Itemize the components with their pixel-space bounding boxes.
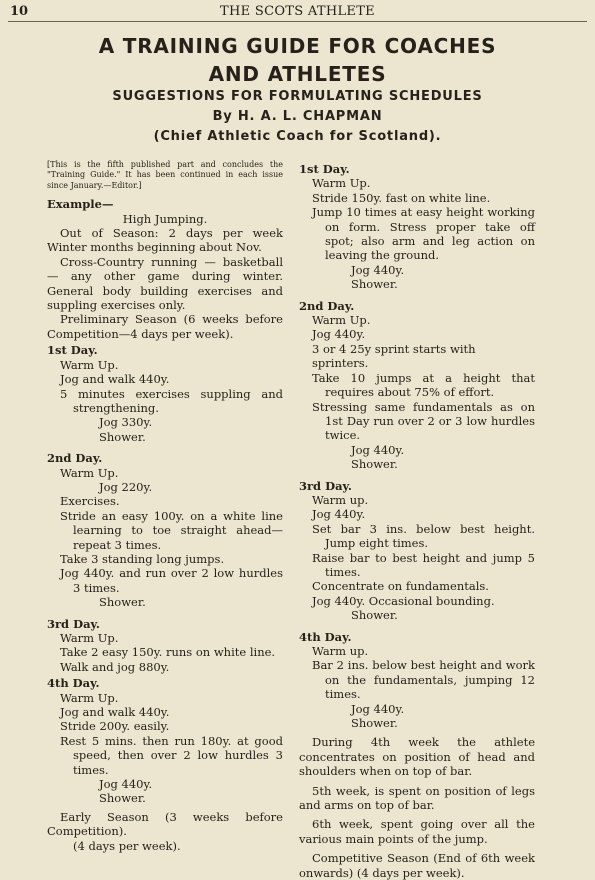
author-affiliation: (Chief Athletic Coach for Scotland). [153, 129, 442, 144]
schedule-line: Warm Up. [312, 176, 371, 191]
schedule-line: Jog 220y. [99, 479, 153, 494]
schedule-line: Shower. [99, 429, 146, 444]
schedule-line: Shower. [99, 791, 146, 806]
schedule-line: Stressing same fundamentals as on 1st Day run over 2 or 3 low hurdles twice. [312, 399, 535, 443]
out-of-season: Out of Season: 2 days per week Winter months beginning about Nov. [47, 226, 283, 255]
schedule-line: Warm Up. [60, 690, 119, 705]
schedule-line: Raise bar to best height and jump 5 times. [312, 550, 535, 579]
schedule-line: Take 2 easy 150y. runs on white line. [60, 645, 276, 660]
article-subtitle: SUGGESTIONS FOR FORMULATING SCHEDULES [112, 89, 483, 104]
day-heading: 3rd Day. [47, 616, 100, 631]
paragraph: During 4th week the athlete concentrates on position of head and shoulders when on top of bar. [299, 735, 535, 779]
schedule-line: Warm Up. [60, 357, 119, 372]
schedule-line: Jog and walk 440y. [60, 705, 170, 720]
preliminary-season: Preliminary Season (6 weeks before Competition—4 days per week). [47, 312, 283, 341]
schedule-line: Warm up. [312, 492, 369, 507]
schedule-line: Jog 440y. [312, 327, 366, 342]
schedule-line: Jog 440y. [351, 262, 405, 277]
article-title-line2: AND ATHLETES [208, 62, 387, 86]
schedule-line: Warm Up. [312, 313, 371, 328]
schedule-line: Warm Up. [60, 631, 119, 645]
schedule-line: Jog 440y. [99, 777, 153, 792]
schedule-line: 3 or 4 25y sprint starts with sprinters. [312, 341, 476, 371]
winter-activities: Cross-Country running — basketball — any other game during winter. General body building exercises and suppling exercises only. [47, 254, 283, 313]
schedule-line: Walk and jog 880y. [60, 659, 170, 674]
schedule-line: Stride 150y. fast on white line. [312, 190, 491, 205]
day-heading: 4th Day. [299, 629, 352, 644]
page-number: 10 [10, 4, 29, 19]
day-heading: 1st Day. [47, 343, 98, 358]
byline: By H. A. L. CHAPMAN [212, 109, 383, 124]
schedule-line: Jog 440y. and run over 2 low hurdles 3 times. [60, 566, 283, 595]
schedule-line: Jog 440y. [351, 701, 405, 716]
day-heading: 2nd Day. [47, 451, 103, 466]
schedule-line: Shower. [351, 277, 398, 292]
schedule-line: Jog 440y. Occasional bounding. [312, 593, 495, 608]
paragraph: 6th week, spent going over all the various main points of the jump. [299, 817, 535, 846]
schedule-line: Take 3 standing long jumps. [60, 551, 225, 566]
schedule-line: 5 minutes exercises suppling and strengthening. [60, 386, 283, 415]
schedule-line: Bar 2 ins. below best height and work on the fundamentals, jumping 12 times. [312, 658, 535, 702]
schedule-line: Jog 330y. [99, 415, 153, 430]
schedule-line: Jog 440y. [312, 507, 366, 522]
day-heading: 3rd Day. [299, 478, 352, 493]
schedule-line: Shower. [351, 716, 398, 731]
paragraph: 5th week, is spent on position of legs and arms on top of bar. [299, 783, 535, 813]
schedule-line: Warm up. [312, 644, 369, 658]
running-head: THE SCOTS ATHLETE [220, 4, 375, 19]
schedule-line: Set bar 3 ins. below best height. Jump eight times. [312, 521, 535, 551]
schedule-line: Shower. [351, 608, 398, 623]
schedule-line: Exercises. [60, 494, 120, 509]
day-heading: 2nd Day. [299, 298, 355, 313]
schedule-line: Take 10 jumps at a height that requires about 75% of effort. [312, 370, 535, 400]
day-heading: 4th Day. [47, 676, 100, 691]
schedule-line: Stride an easy 100y. on a white line learning to toe straight ahead—repeat 3 times. [60, 508, 283, 552]
header-rule [8, 21, 587, 22]
schedule-line: Jump 10 times at easy height working on form. Stress proper take off spot; also arm and leg action on leaving the ground. [312, 205, 535, 263]
right-column [299, 160, 535, 880]
article-title-line1: A TRAINING GUIDE FOR COACHES [98, 34, 497, 58]
example-label: Example— [47, 197, 114, 212]
schedule-line: Concentrate on fundamentals. [312, 579, 489, 594]
day-heading: 1st Day. [299, 162, 350, 176]
early-season-frequency: (4 days per week). [73, 838, 181, 853]
schedule-line: Shower. [351, 457, 398, 472]
schedule-line: Jog and walk 440y. [60, 372, 170, 387]
schedule-line: Rest 5 mins. then run 180y. at good speed, then over 2 low hurdles 3 times. [60, 733, 283, 777]
editor-note: [This is the fifth published part and concludes the "Training Guide." It has been continued in each issue since January.—Editor.] [47, 160, 283, 190]
schedule-line: Shower. [99, 595, 146, 610]
competitive-season: Competitive Season (End of 6th week onwards) (4 days per week). [299, 851, 535, 880]
early-season: Early Season (3 weeks before Competition). [47, 809, 283, 839]
schedule-line: Stride 200y. easily. [60, 719, 170, 734]
left-column [47, 160, 283, 853]
schedule-line: Warm Up. [60, 465, 119, 480]
event-heading: High Jumping. [122, 211, 208, 226]
schedule-line: Jog 440y. [351, 442, 405, 457]
